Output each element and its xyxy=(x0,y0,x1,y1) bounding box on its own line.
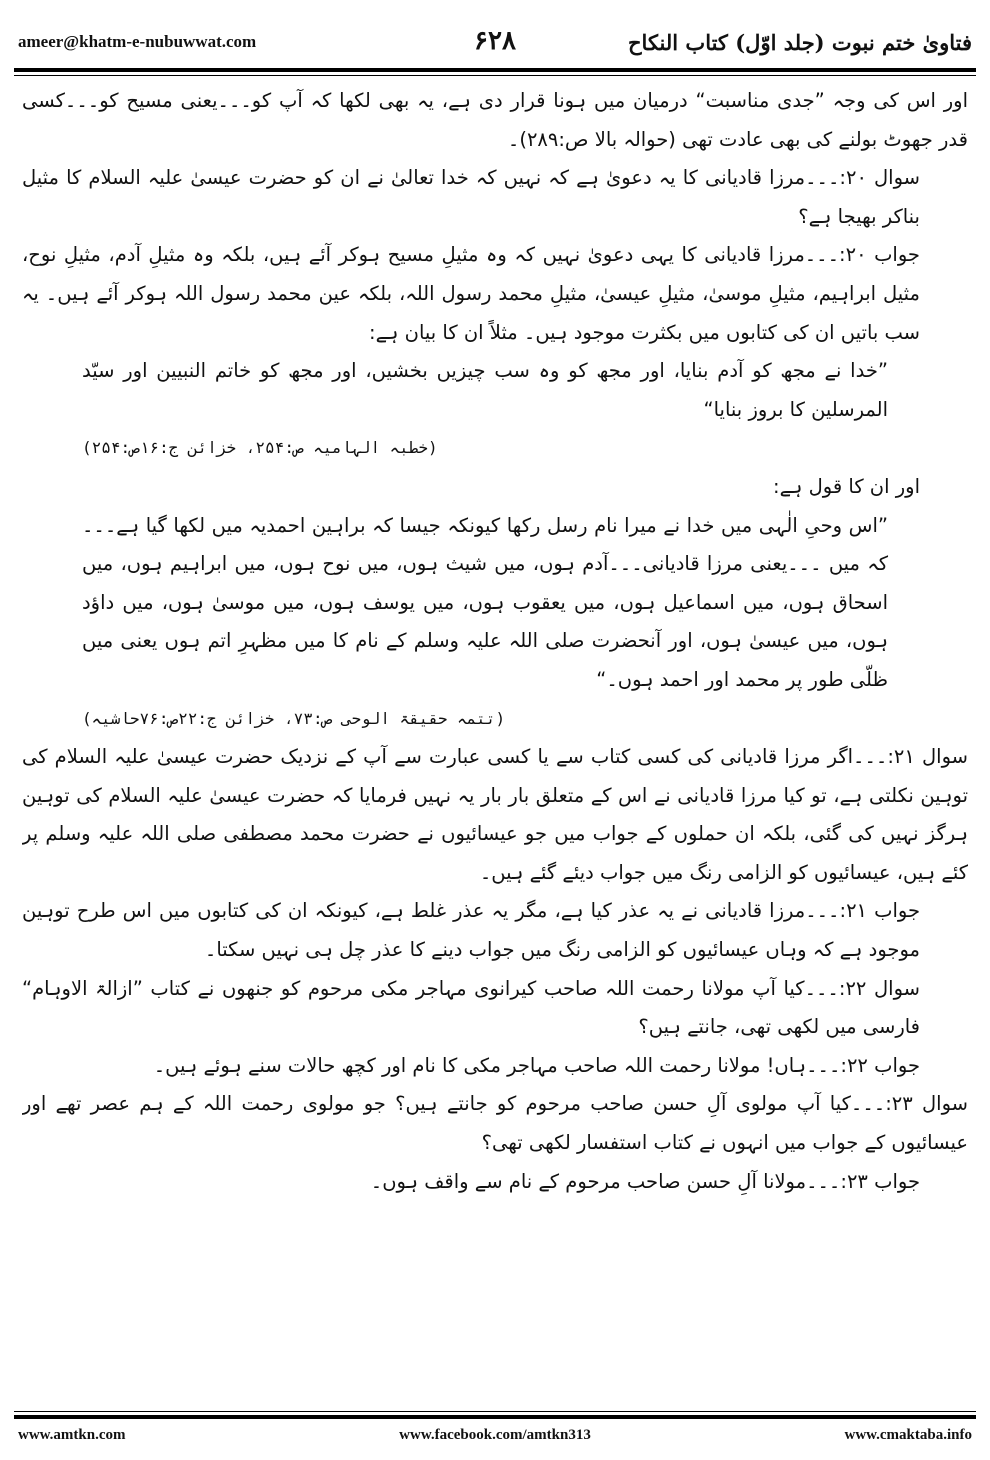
footer-rule-thin xyxy=(14,1411,976,1412)
block-quote: ”خدا نے مجھ کو آدم بنایا، اور مجھ کو وہ سب چیزیں بخشیں، اور مجھ کو خاتم النبیین اور سیّد المرسلین کا بروز بنایا“ xyxy=(82,359,888,421)
answer-paragraph: جواب ۲۰:۔۔۔مرزا قادیانی کا یہی دعویٰ نہیں کہ وہ مثیلِ مسیح ہوکر آئے ہیں، بلکہ وہ مثیلِ آدم، مثیلِ نوح، مثیل ابراہیم، مثیلِ موسیٰ، مثیلِ عیسیٰ، مثیلِ محمد رسول اللہ، بلکہ عین محمد رسول اللہ ہوکر آئے ہیں۔ یہ سب باتیں ان کی کتابوں میں بکثرت موجود ہیں۔ مثلاً ان کا بیان ہے: xyxy=(22,243,920,344)
page-content xyxy=(22,82,968,1402)
paragraph: اور اس کی وجہ ”جدی مناسبت“ درمیان میں ہونا قرار دی ہے، یہ بھی لکھا کہ آپ کو۔۔۔یعنی مسیح کو۔۔۔کسی قدر جھوٹ بولنے کی بھی عادت تھی (حوالہ بالا ص:۲۸۹)۔ xyxy=(22,89,968,151)
page-number: ۶۲۸ xyxy=(474,26,516,56)
answer-paragraph: جواب ۲۲:۔۔۔ہاں! مولانا رحمت اللہ صاحب مہاجر مکی کا نام اور کچھ حالات سنے ہوئے ہیں۔ xyxy=(153,1053,920,1077)
answer-paragraph: جواب ۲۱:۔۔۔مرزا قادیانی نے یہ عذر کیا ہے، مگر یہ عذر غلط ہے، کیونکہ ان کی کتابوں میں اس طرح توہین موجود ہے کہ وہاں عیسائیوں کو الزامی رنگ میں جواب دینے کا عذر چل ہی نہیں سکتا۔ xyxy=(22,899,920,962)
question-paragraph: سوال ۲۱:۔۔۔اگر مرزا قادیانی کی کسی کتاب سے یا کسی عبارت سے آپ کے نزدیک حضرت عیسیٰ علیہ السلام کی توہین نکلتی ہے، تو کیا مرزا قادیانی نے اس کے متعلق بار بار یہ نہیں فرمایا کہ حضرت عیسیٰ علیہ السلام کی توہین ہرگز نہیں کی گئی، بلکہ ان حملوں کے جواب میں جو عیسائیوں نے حضرت محمد مصطفی صلی اللہ علیہ وسلم پر کئے ہیں، عیسائیوں کو الزامی رنگ میں جواب دیئے گئے ہیں۔ xyxy=(22,745,968,884)
question-paragraph: سوال ۲۰:۔۔۔مرزا قادیانی کا یہ دعویٰ ہے کہ نہیں کہ خدا تعالیٰ نے ان کو حضرت عیسیٰ علیہ السلام کا مثیل بناکر بھیجا ہے؟ xyxy=(22,166,921,228)
page-header xyxy=(18,26,972,66)
citation: (تتمہ حقیقۃ الوحی ص:۷۳، خزائن ج:۲۲ص:۷۶حاشیہ) xyxy=(82,708,506,728)
citation: (خطبہ الہامیہ ص:۲۵۴، خزائن ج:۱۶ص:۲۵۴) xyxy=(82,438,438,458)
footer-rule-thick xyxy=(14,1415,976,1419)
answer-paragraph: جواب ۲۳:۔۔۔مولانا آلِ حسن صاحب مرحوم کے نام سے واقف ہوں۔ xyxy=(370,1169,920,1193)
block-quote: ”اس وحیِ الٰہی میں خدا نے میرا نام رسل رکھا کیونکہ جیسا کہ براہین احمدیہ میں لکھا گیا ہے۔۔۔کہ میں ۔۔۔یعنی مرزا قادیانی۔۔۔آدم ہوں، میں شیث ہوں، میں نوح ہوں، میں ابراہیم ہوں، میں اسحاق ہوں، میں اسماعیل ہوں، میں یعقوب ہوں، میں یوسف ہوں، میں موسیٰ ہوں، میں داؤد ہوں، میں عیسیٰ ہوں، اور آنحضرت صلی اللہ علیہ وسلم کے نام کا میں مظہرِ اتم ہوں یعنی میں ظلّی طور پر محمد اور احمد ہوں۔“ xyxy=(82,513,888,691)
question-paragraph: سوال ۲۳:۔۔۔کیا آپ مولوی آلِ حسن صاحب مرحوم کو جانتے ہیں؟ جو مولوی رحمت اللہ کے ہم عصر تھے اور عیسائیوں کے جواب میں انہوں نے کتاب استفسار لکھی تھی؟ xyxy=(22,1092,968,1155)
footer-link-facebook[interactable]: www.facebook.com/amtkn313 xyxy=(399,1427,591,1443)
question-paragraph: سوال ۲۲:۔۔۔کیا آپ مولانا رحمت اللہ صاحب کیرانوی مہاجر مکی مرحوم کو جنھوں نے کتاب ”ازالۃ الاوہام“ فارسی میں لکھی تھی، جانتے ہیں؟ xyxy=(22,976,920,1039)
book-title: فتاویٰ ختم نبوت (جلد اوّل) کتاب النکاح xyxy=(628,30,972,55)
header-rule-thick xyxy=(14,68,976,72)
paragraph: اور ان کا قول ہے: xyxy=(773,474,920,498)
footer-link-cmaktaba[interactable]: www.cmaktaba.info xyxy=(844,1427,972,1443)
header-email[interactable]: ameer@khatm-e-nubuwwat.com xyxy=(18,32,257,51)
page-footer xyxy=(18,1427,972,1449)
footer-link-amtkn[interactable]: www.amtkn.com xyxy=(18,1427,126,1443)
header-rule-thin xyxy=(14,75,976,76)
